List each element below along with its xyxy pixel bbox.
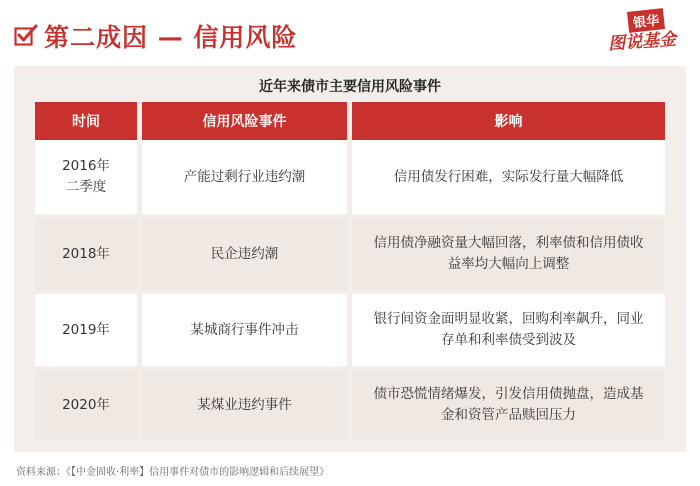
- cell-impact: 信用债净融资量大幅回落，利率债和信用债收益率均大幅向上调整: [352, 218, 665, 290]
- table-row: [35, 218, 665, 290]
- table-row: [35, 370, 665, 440]
- table-row: [35, 294, 665, 366]
- page-title: 第二成因 — 信用风险: [44, 23, 298, 52]
- logo-line2: 图说基金: [607, 29, 677, 55]
- table-header: [35, 102, 665, 140]
- cell-event: 某煤业违约事件: [142, 370, 347, 440]
- cell-impact: 债市恐慌情绪爆发，引发信用债抛盘，造成基金和资管产品赎回压力: [352, 370, 665, 440]
- source-note: 资料来源：《【中金固收·利率】信用事件对债市的影响逻辑和后续展望》: [16, 467, 330, 478]
- cell-event: 某城商行事件冲击: [142, 294, 347, 366]
- cell-time: 2019年: [35, 294, 137, 366]
- header: [0, 0, 700, 62]
- table-panel: [14, 66, 686, 452]
- cell-time: 2018年: [35, 218, 137, 290]
- column-header-event: 信用风险事件: [142, 102, 347, 140]
- cell-event: 产能过剩行业违约潮: [142, 140, 347, 214]
- table-title: 近年来债市主要信用风险事件: [259, 79, 441, 95]
- brand-logo: [607, 10, 690, 55]
- checkbox-checked-icon: [14, 24, 38, 46]
- logo-line1: 银华: [627, 8, 665, 33]
- cell-event: 民企违约潮: [142, 218, 347, 290]
- cell-time: 2016年 二季度: [35, 140, 137, 214]
- cell-impact: 银行间资金面明显收紧，回购利率飙升，同业存单和利率债受到波及: [352, 294, 665, 366]
- column-header-impact: 影响: [352, 102, 665, 140]
- cell-time: 2020年: [35, 370, 137, 440]
- cell-impact: 信用债发行困难，实际发行量大幅降低: [352, 140, 665, 214]
- table-row: [35, 140, 665, 214]
- column-header-time: 时间: [35, 102, 137, 140]
